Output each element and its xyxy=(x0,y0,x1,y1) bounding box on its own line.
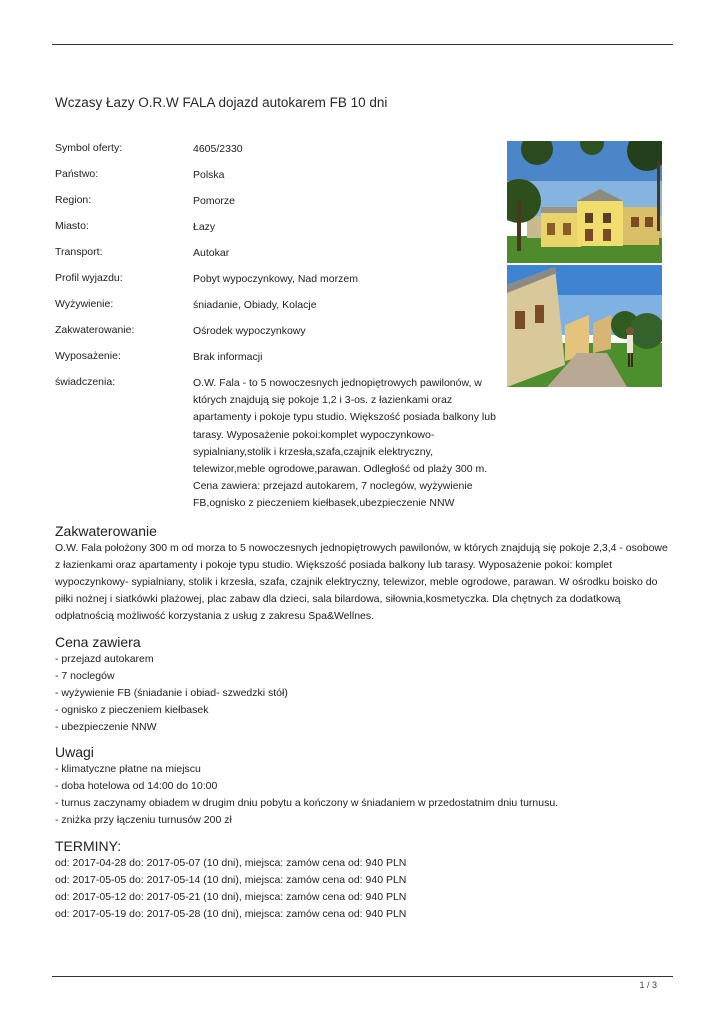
row-accommodation xyxy=(55,323,500,340)
price-includes-list xyxy=(55,651,675,736)
section-heading-price-includes: Cena zawiera xyxy=(55,634,141,650)
value-accommodation: Ośrodek wypoczynkowy xyxy=(193,325,306,337)
list-item: - ognisko z pieczeniem kiełbasek xyxy=(55,704,209,716)
section-heading-dates: TERMINY: xyxy=(55,838,122,854)
label-meals: Wyżywienie: xyxy=(55,298,114,310)
list-item: od: 2017-05-12 do: 2017-05-21 (10 dni), miejsca: zamów cena od: 940 PLN xyxy=(55,891,407,903)
list-item: od: 2017-04-28 do: 2017-05-07 (10 dni), miejsca: zamów cena od: 940 PLN xyxy=(55,857,407,869)
notes-list xyxy=(55,761,675,829)
list-item: - doba hotelowa od 14:00 do 10:00 xyxy=(55,780,218,792)
list-item: - ubezpieczenie NNW xyxy=(55,721,157,733)
row-region xyxy=(55,193,500,210)
list-item: - zniżka przy łączeniu turnusów 200 zł xyxy=(55,814,232,826)
row-trip-profile xyxy=(55,271,500,288)
list-item: - turnus zaczynamy obiadem w drugim dniu pobytu a kończony w śniadaniem w przedostatnim dniu turnusu. xyxy=(55,797,559,809)
label-region: Region: xyxy=(55,194,92,206)
section-notes xyxy=(55,743,675,829)
list-item: - wyżywienie FB (śniadanie i obiad- szwedzki stół) xyxy=(55,687,288,699)
label-transport: Transport: xyxy=(55,246,103,258)
offer-details-table xyxy=(55,141,500,522)
row-city xyxy=(55,219,500,236)
value-region: Pomorze xyxy=(193,195,236,207)
accommodation-description: O.W. Fala położony 300 m od morza to 5 nowoczesnych jednopiętrowych pawilonów, w których znajdują się pokoje 2,3,4 - osobowe z łazienkami oraz apartamenty i pokoje typu studio. Większość posiada balkony lub tarasy. Wyposażenie pokoi: komplet wypoczynkowy- sypialniany, stolik i krzesła, szafa, czajnik elektryczny, telewizor, meble ogrodowe, parawan. W ośrodku boisko do piłki nożnej i siatkówki plażowej, plac zabaw dla dzieci, sala bilardowa, siłownia,kosmetyczka. Dla chętnych za dodatkową odpłatnością możliwość korzystania z usług z zakresu Spa&Wellnes. xyxy=(55,542,668,622)
value-equipment: Brak informacji xyxy=(193,351,263,363)
value-city: Łazy xyxy=(193,221,216,233)
row-equipment xyxy=(55,349,500,366)
value-country: Polska xyxy=(193,169,225,181)
row-transport xyxy=(55,245,500,262)
label-country: Państwo: xyxy=(55,168,99,180)
resort-photo-path xyxy=(507,265,662,387)
value-trip-profile: Pobyt wypoczynkowy, Nad morzem xyxy=(193,273,358,285)
list-item: - 7 noclegów xyxy=(55,670,115,682)
row-meals xyxy=(55,297,500,314)
label-equipment: Wyposażenie: xyxy=(55,350,121,362)
section-accommodation xyxy=(55,522,675,625)
page-number: 1 / 3 xyxy=(639,980,657,990)
label-trip-profile: Profil wyjazdu: xyxy=(55,272,123,284)
row-country xyxy=(55,167,500,184)
section-dates xyxy=(55,837,675,923)
label-services: świadczenia: xyxy=(55,376,116,388)
bottom-rule xyxy=(52,976,673,977)
list-item: od: 2017-05-19 do: 2017-05-28 (10 dni), miejsca: zamów cena od: 940 PLN xyxy=(55,908,407,920)
dates-list xyxy=(55,855,675,923)
list-item: - klimatyczne płatne na miejscu xyxy=(55,763,201,775)
list-item: - przejazd autokarem xyxy=(55,653,154,665)
page-title: Wczasy Łazy O.R.W FALA dojazd autokarem FB 10 dni xyxy=(55,95,388,110)
list-item: od: 2017-05-05 do: 2017-05-14 (10 dni), miejsca: zamów cena od: 940 PLN xyxy=(55,874,407,886)
row-symbol xyxy=(55,141,500,158)
section-heading-notes: Uwagi xyxy=(55,744,94,760)
section-price-includes xyxy=(55,633,675,736)
value-meals: śniadanie, Obiady, Kolacje xyxy=(193,299,317,311)
label-accommodation: Zakwaterowanie: xyxy=(55,324,135,336)
row-services xyxy=(55,375,500,513)
section-heading-accommodation: Zakwaterowanie xyxy=(55,523,157,539)
value-symbol: 4605/2330 xyxy=(193,143,243,155)
label-city: Miasto: xyxy=(55,220,89,232)
top-rule xyxy=(52,44,673,45)
value-services: O.W. Fala - to 5 nowoczesnych jednopiętrowych pawilonów, w których znajdują się pokoje 1,2 i 3-os. z łazienkami oraz apartamenty i pokoje typu studio. Większość posiada balkony lub tarasy. Wyposażenie pokoi:komplet wypoczynkowo-sypialniany,stolik i krzesła,szafa,czajnik elektryczny, telewizor,meble ogrodowe,parawan. Odległość od plaży 300 m. Cena zawiera: przejazd autokarem, 7 noclegów, wyżywienie FB,ognisko z pieczeniem kiełbasek,ubezpieczenie NNW xyxy=(193,377,496,510)
resort-photo-buildings xyxy=(507,141,662,263)
value-transport: Autokar xyxy=(193,247,230,259)
label-symbol: Symbol oferty: xyxy=(55,142,123,154)
